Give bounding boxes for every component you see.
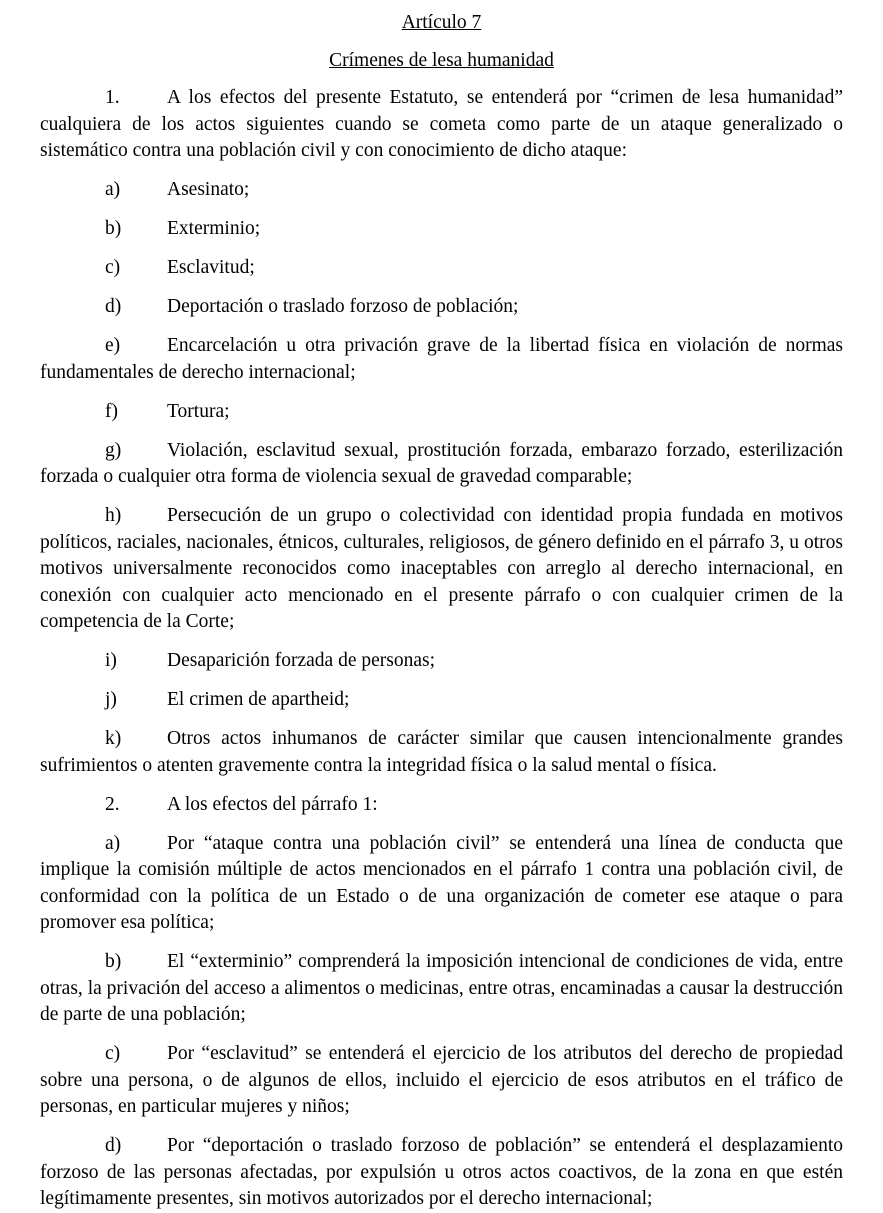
paragraph-marker: 1.	[105, 87, 120, 108]
paragraph-2	[40, 792, 843, 819]
paragraph-text: Tortura;	[167, 400, 230, 422]
paragraph-marker: a)	[105, 832, 121, 854]
subparagraph-1j	[40, 687, 843, 714]
subparagraph-1a	[40, 177, 843, 204]
paragraph-text: A los efectos del presente Estatuto, se entenderá por “crimen de lesa humanidad” cualquiera de los actos siguientes cuando se cometa como parte de un ataque generalizado o sistemático contra una población civil y con conocimiento de dicho ataque:	[40, 87, 843, 161]
subparagraph-1k	[40, 726, 843, 779]
paragraph-text: Exterminio;	[167, 218, 261, 239]
paragraph-marker: k)	[105, 728, 122, 749]
paragraph-text: A los efectos del párrafo 1:	[167, 793, 378, 815]
paragraph-text: Encarcelación u otra privación grave de la libertad física en violación de normas fundamentales de derecho internacional;	[40, 335, 843, 383]
subparagraph-2c	[40, 1041, 843, 1121]
subparagraph-2a	[40, 831, 843, 937]
paragraph-marker: d)	[105, 296, 122, 317]
subparagraph-1e	[40, 333, 843, 386]
paragraph-text: Por “ataque contra una población civil” se entenderá una línea de conducta que implique la comisión múltiple de actos mencionados en el párrafo 1 contra una población civil, de conformidad con la política de un Estado o de una organización de cometer ese ataque o para promover esa política;	[40, 832, 843, 933]
paragraph-text: Persecución de un grupo o colectividad con identidad propia fundada en motivos políticos, raciales, nacionales, étnicos, culturales, religiosos, de género definido en el párrafo 3, u otros motivos universalmente reconocidos como inaceptables con arreglo al derecho internacional, en conexión con cualquier acto mencionado en el presente párrafo o con cualquier crimen de la competencia de la Corte;	[40, 505, 843, 632]
subparagraph-1d	[40, 294, 843, 321]
paragraph-marker: i)	[105, 650, 117, 671]
subparagraph-2d	[40, 1133, 843, 1213]
paragraph-marker: c)	[105, 257, 121, 278]
paragraph-text: Desaparición forzada de personas;	[167, 650, 436, 671]
paragraph-marker: b)	[105, 951, 122, 972]
paragraph-text: Deportación o traslado forzoso de población;	[167, 296, 519, 317]
subparagraph-1h	[40, 503, 843, 636]
subparagraph-1g	[40, 438, 843, 491]
paragraph-text: El crimen de apartheid;	[167, 689, 350, 710]
paragraph-marker: a)	[105, 179, 121, 200]
paragraph-text: Por “esclavitud” se entenderá el ejercicio de los atributos del derecho de propiedad sobre una persona, o de algunos de ellos, incluido el ejercicio de esos atributos en el tráfico de personas, en particular mujeres y niños;	[40, 1043, 843, 1117]
paragraph-1	[40, 85, 843, 165]
subparagraph-2b	[40, 949, 843, 1029]
subparagraph-1b	[40, 216, 843, 243]
paragraph-marker: g)	[105, 439, 122, 461]
subparagraph-1c	[40, 255, 843, 282]
paragraph-text: El “exterminio” comprenderá la imposición intencional de condiciones de vida, entre otras, la privación del acceso a alimentos o medicinas, entre otras, encaminadas a causar la destrucción de parte de una población;	[40, 951, 843, 1025]
paragraph-marker: j)	[105, 689, 117, 710]
paragraph-marker: c)	[105, 1043, 121, 1064]
paragraph-text: Asesinato;	[167, 179, 250, 200]
article-subtitle: Crímenes de lesa humanidad	[329, 49, 554, 71]
paragraph-text: Violación, esclavitud sexual, prostitución forzada, embarazo forzado, esterilización forzada o cualquier otra forma de violencia sexual de gravedad comparable;	[40, 439, 843, 487]
paragraph-marker: b)	[105, 218, 122, 239]
paragraph-text: Esclavitud;	[167, 257, 255, 278]
paragraph-marker: h)	[105, 505, 122, 526]
paragraph-marker: 2.	[105, 793, 120, 815]
paragraph-marker: e)	[105, 335, 121, 356]
paragraph-text: Por “deportación o traslado forzoso de población” se entenderá el desplazamiento forzoso de las personas afectadas, por expulsión u otros actos coactivos, de la zona en que estén legítimamente presentes, sin motivos autorizados por el derecho internacional;	[40, 1135, 843, 1209]
paragraph-text: Otros actos inhumanos de carácter similar que causen intencionalmente grandes sufrimientos o atenten gravemente contra la integridad física o la salud mental o física.	[40, 728, 843, 776]
paragraph-marker: f)	[105, 400, 118, 422]
article-title: Artículo 7	[401, 12, 482, 33]
paragraph-marker: d)	[105, 1135, 122, 1156]
subparagraph-1f	[40, 399, 843, 426]
paragraph-list	[40, 85, 843, 1213]
subparagraph-1i	[40, 648, 843, 675]
